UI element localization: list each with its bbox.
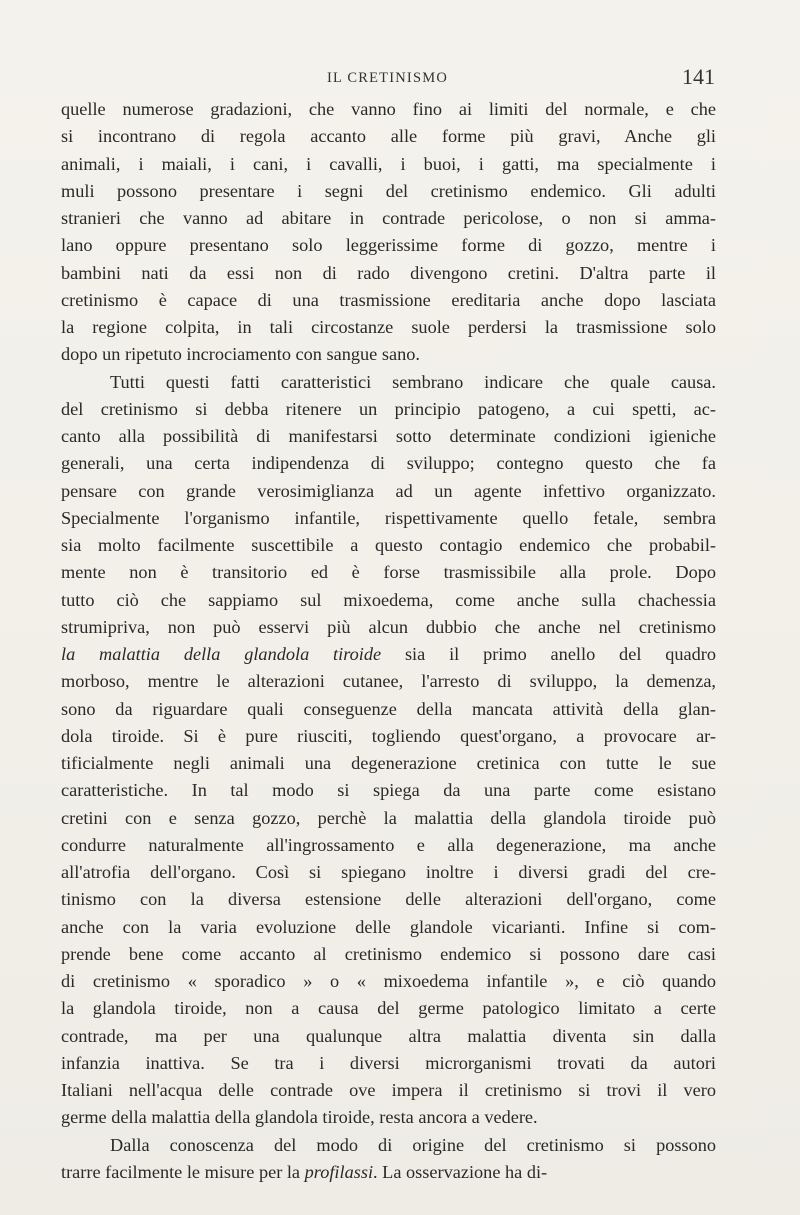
text-line bbox=[61, 587, 716, 614]
text-segment: quelle numerose gradazioni, che vanno fino ai limiti del normale, e che bbox=[61, 99, 716, 119]
text-line bbox=[61, 1159, 716, 1186]
text-line bbox=[61, 478, 716, 505]
text-line bbox=[61, 777, 716, 804]
text-line bbox=[61, 505, 716, 532]
text-line bbox=[61, 1050, 716, 1077]
text-line bbox=[61, 287, 716, 314]
text-line bbox=[61, 1023, 716, 1050]
text-segment: all'atrofia dell'organo. Così si spiegano inoltre i diversi gradi del cre- bbox=[61, 862, 716, 882]
text-line bbox=[61, 941, 716, 968]
italic-text: la malattia della glandola tiroide bbox=[61, 644, 382, 664]
text-segment: condurre naturalmente all'ingrossamento e alla degenerazione, ma anche bbox=[61, 834, 716, 855]
text-line bbox=[61, 123, 716, 150]
text-line bbox=[61, 1077, 716, 1104]
text-segment: prende bene come accanto al cretinismo endemico si possono dare casi bbox=[61, 943, 716, 964]
text-line bbox=[61, 968, 716, 995]
text-segment: animali, i maiali, i cani, i cavalli, i buoi, i gatti, ma specialmente i bbox=[61, 153, 716, 174]
text-segment: sono da riguardare quali conseguenze della mancata attività della glan- bbox=[61, 698, 716, 719]
text-line bbox=[61, 423, 716, 450]
body-text bbox=[61, 96, 716, 1186]
text-segment: bambini nati da essi non di rado divengono cretini. D'altra parte il bbox=[61, 262, 716, 283]
paragraph bbox=[61, 96, 716, 369]
text-line bbox=[61, 205, 716, 232]
text-segment: dopo un ripetuto incrociamento con sangue sano. bbox=[61, 344, 420, 365]
text-segment: sia molto facilmente suscettibile a questo contagio endemico che probabil- bbox=[61, 535, 716, 555]
text-segment: la regione colpita, in tali circostanze suole perdersi la trasmissione solo bbox=[61, 317, 716, 337]
text-line bbox=[61, 995, 716, 1022]
text-line bbox=[61, 668, 716, 695]
text-segment: sia il primo anello del quadro bbox=[381, 644, 716, 664]
text-line bbox=[61, 886, 716, 913]
text-line bbox=[61, 314, 716, 341]
text-segment: Tutti questi fatti caratteristici sembrano indicare che quale causa. bbox=[110, 371, 716, 392]
text-segment: si incontrano di regola accanto alle forme più gravi, Anche gli bbox=[61, 126, 716, 147]
text-segment: Italiani nell'acqua delle contrade ove impera il cretinismo si trovi il vero bbox=[61, 1080, 716, 1100]
text-segment: cretini con e senza gozzo, perchè la malattia della glandola tiroide può bbox=[61, 807, 716, 828]
text-line bbox=[61, 805, 716, 832]
text-segment: . La osservazione ha di- bbox=[373, 1161, 548, 1182]
text-line bbox=[61, 450, 716, 477]
text-segment: di cretinismo « sporadico » o « mixoedema infantile », e ciò quando bbox=[61, 971, 716, 991]
text-segment: Specialmente l'organismo infantile, rispettivamente quello fetale, sembra bbox=[61, 507, 716, 528]
text-line bbox=[61, 696, 716, 723]
text-line bbox=[61, 914, 716, 941]
text-segment: dola tiroide. Si è pure riusciti, togliendo quest'organo, a provocare ar- bbox=[61, 725, 716, 746]
running-head bbox=[60, 64, 715, 94]
text-segment: cretinismo è capace di una trasmissione ereditaria anche dopo lasciata bbox=[61, 289, 716, 310]
text-line bbox=[61, 369, 716, 396]
paragraph bbox=[61, 369, 716, 1132]
text-line bbox=[61, 641, 716, 668]
text-segment: germe della malattia della glandola tiroide, resta ancora a vedere. bbox=[61, 1107, 538, 1128]
running-title: IL CRETINISMO bbox=[327, 70, 448, 86]
text-line bbox=[61, 178, 716, 205]
page-number: 141 bbox=[682, 64, 715, 89]
text-line bbox=[61, 750, 716, 777]
text-segment: stranieri che vanno ad abitare in contrade pericolose, o non si amma- bbox=[61, 208, 716, 228]
text-line bbox=[61, 96, 716, 123]
text-line bbox=[61, 859, 716, 886]
text-segment: tinismo con la diversa estensione delle alterazioni dell'organo, come bbox=[61, 889, 716, 910]
text-segment: del cretinismo si debba ritenere un principio patogeno, a cui spetti, ac- bbox=[61, 398, 716, 419]
text-segment: Dalla conoscenza del modo di origine del cretinismo si possono bbox=[110, 1134, 716, 1155]
text-segment: trarre facilmente le misure per la bbox=[61, 1161, 305, 1182]
text-segment: tutto ciò che sappiamo sul mixoedema, come anche sulla chachessia bbox=[61, 589, 716, 610]
text-segment: pensare con grande verosimiglianza ad un agente infettivo organizzato. bbox=[61, 480, 716, 501]
text-line bbox=[61, 232, 716, 259]
text-segment: tificialmente negli animali una degenerazione cretinica con tutte le sue bbox=[61, 753, 716, 773]
text-line bbox=[61, 559, 716, 586]
text-segment: contrade, ma per una qualunque altra malattia diventa sin dalla bbox=[61, 1025, 716, 1046]
text-line bbox=[61, 832, 716, 859]
text-line bbox=[61, 396, 716, 423]
text-segment: lano oppure presentano solo leggerissime forme di gozzo, mentre i bbox=[61, 235, 716, 256]
paragraph bbox=[61, 1132, 716, 1187]
text-segment: canto alla possibilità di manifestarsi sotto determinate condizioni igieniche bbox=[61, 426, 716, 446]
text-line bbox=[61, 151, 716, 178]
text-line bbox=[61, 260, 716, 287]
text-line bbox=[61, 341, 716, 368]
text-line bbox=[61, 532, 716, 559]
text-segment: anche con la varia evoluzione delle glandole vicarianti. Infine si com- bbox=[61, 916, 716, 937]
text-segment: generali, una certa indipendenza di sviluppo; contegno questo che fa bbox=[61, 453, 716, 474]
text-segment: strumipriva, non può esservi più alcun dubbio che anche nel cretinismo bbox=[61, 616, 716, 637]
text-segment: caratteristiche. In tal modo si spiega da una parte come esistano bbox=[61, 780, 716, 801]
text-line bbox=[61, 723, 716, 750]
text-segment: muli possono presentare i segni del cretinismo endemico. Gli adulti bbox=[61, 180, 716, 201]
text-line bbox=[61, 614, 716, 641]
text-line bbox=[61, 1132, 716, 1159]
italic-text: profilassi bbox=[304, 1161, 374, 1182]
text-segment: la glandola tiroide, non a causa del germe patologico limitato a certe bbox=[61, 998, 716, 1019]
text-segment: infanzia inattiva. Se tra i diversi microrganismi trovati da autori bbox=[61, 1052, 716, 1073]
text-segment: mente non è transitorio ed è forse trasmissibile alla prole. Dopo bbox=[61, 562, 716, 583]
text-line bbox=[61, 1104, 716, 1131]
text-segment: morboso, mentre le alterazioni cutanee, l'arresto di sviluppo, la demenza, bbox=[61, 671, 716, 692]
